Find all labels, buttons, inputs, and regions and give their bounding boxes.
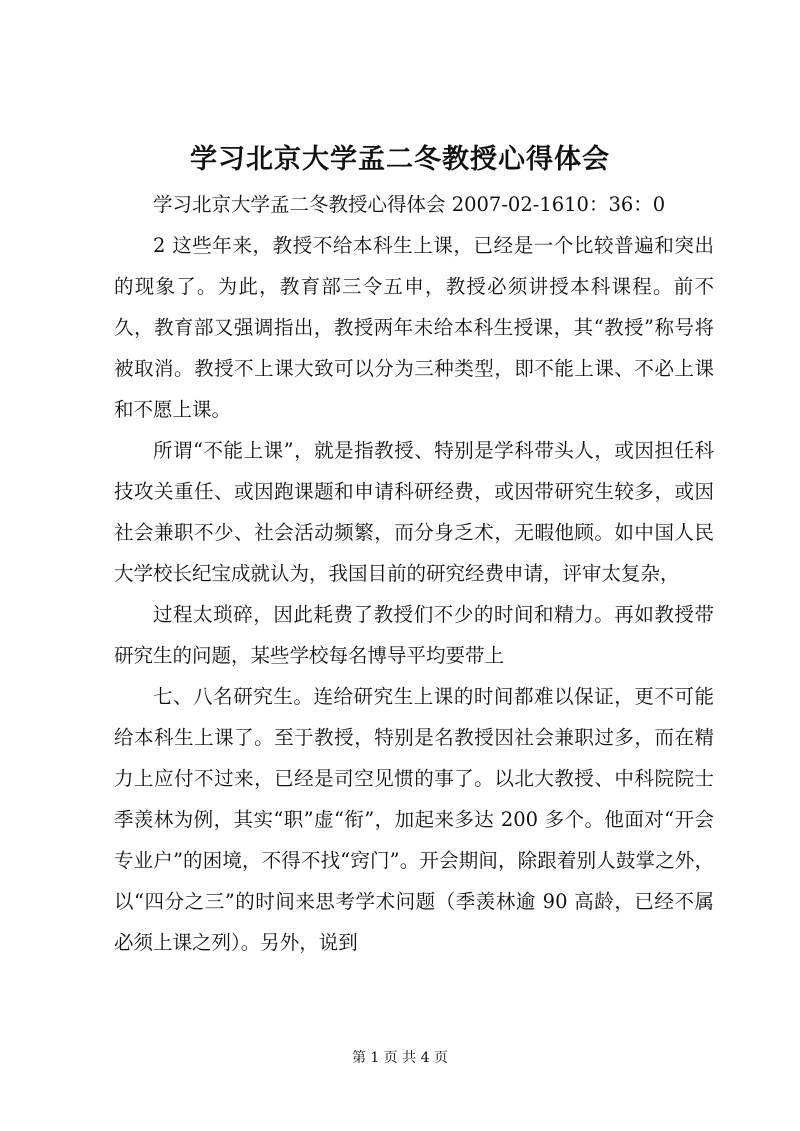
paragraph-2: 所谓“不能上课”，就是指教授、特别是学科带头人，或因担任科技攻关重任、或因跑课题和申请科研经费，或因带研究生较多，或因社会兼职不少、社会活动频繁，而分身乏术，无暇他顾。如中国人民大学校长纪宝成就认为，我国目前的研究经费申请，评审太复杂，	[114, 439, 714, 585]
document-body	[114, 184, 714, 963]
paragraph-1: 2 这些年来，教授不给本科生上课，已经是一个比较普遍和突出的现象了。为此，教育部三令五申，教授必须讲授本科课程。前不久，教育部又强调指出，教授两年未给本科生授课，其“教授”称号将被取消。教授不上课大致可以分为三种类型，即不能上课、不必上课和不愿上课。	[114, 234, 714, 421]
page-number-footer: 第 1 页 共 4 页	[351, 1050, 449, 1066]
document-title: 学习北京大学孟二冬教授心得体会	[190, 144, 610, 175]
paragraph-4: 七、八名研究生。连给研究生上课的时间都难以保证，更不可能给本科生上课了。至于教授，特别是名教授因社会兼职过多，而在精力上应付不过来，已经是司空见惯的事了。以北大教授、中科院院士季羡林为例，其实“职”虚“衔”，加起来多达 200 多个。他面对“开会专业户”的困境，不得不找“窍门”。开会期间，除跟着别人鼓掌之外，以“四分之三”的时间来思考学术问题（季羡林逾 90 高龄，已经不属必须上课之列）。另外，说到	[114, 685, 714, 954]
paragraph-subtitle: 学习北京大学孟二冬教授心得体会 2007-02-1610：36：0	[153, 193, 666, 216]
paragraph-3: 过程太琐碎，因此耗费了教授们不少的时间和精力。再如教授带研究生的问题，某些学校每名博导平均要带上	[114, 603, 714, 667]
